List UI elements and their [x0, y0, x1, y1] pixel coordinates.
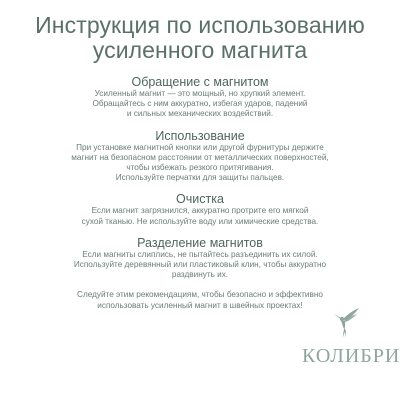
- section-text-line: магнит на безопасном расстоянии от металлических поверхностей,: [71, 152, 329, 162]
- closing-line: Следуйте этим рекомендациям, чтобы безопасно и эффективно: [77, 290, 323, 300]
- section-text-line: Если магниты слиплись, не пытайтесь разъединить их силой.: [82, 249, 318, 259]
- section-heading: Использование: [155, 128, 245, 143]
- section-text-line: раздвинуть их.: [171, 270, 229, 280]
- section-text: [0, 206, 400, 226]
- section-heading: Очистка: [176, 192, 224, 207]
- section-cleaning: [0, 192, 400, 226]
- section-handling: [0, 75, 400, 120]
- section-text-line: Обращайтесь с ним аккуратно, избегая ударов, падений: [92, 99, 308, 109]
- section-text-line: и сильных механических воздействий.: [126, 109, 274, 119]
- closing-line: использовать усиленный магнит в швейных проектах!: [97, 300, 303, 310]
- page-title: [0, 0, 400, 63]
- section-text-line: Используйте перчатки для защиты пальцев.: [115, 173, 285, 183]
- section-heading: Обращение с магнитом: [131, 75, 269, 89]
- section-text-line: сухой тканью. Не используйте воду или химические средства.: [81, 216, 319, 226]
- brand-name: КОЛИБРИ: [302, 345, 400, 367]
- section-usage: [0, 129, 400, 184]
- page-title-line-2: усиленного магнита: [92, 37, 308, 63]
- section-separation: [0, 236, 400, 281]
- section-text-line: При установке магнитной кнопки или другой фурнитуры держите: [76, 142, 324, 152]
- section-text: [0, 89, 400, 120]
- section-text-line: Если магнит загрязнился, аккуратно протрите его мягкой: [91, 206, 309, 216]
- section-text: [0, 143, 400, 184]
- section-text-line: Усиленный магнит — это мощный, но хрупкий элемент.: [94, 89, 306, 98]
- instruction-sections: [0, 75, 400, 280]
- section-text: [0, 250, 400, 281]
- brand-logo: [302, 305, 400, 383]
- section-text-line: чтобы избежать резкого притягивания.: [126, 163, 274, 173]
- hummingbird-icon: [326, 305, 362, 341]
- section-heading: Разделение магнитов: [137, 235, 263, 250]
- page-title-line-1: Инструкция по использованию: [35, 12, 365, 38]
- section-text-line: Используйте деревянный или пластиковый клин, чтобы аккуратно: [73, 260, 327, 270]
